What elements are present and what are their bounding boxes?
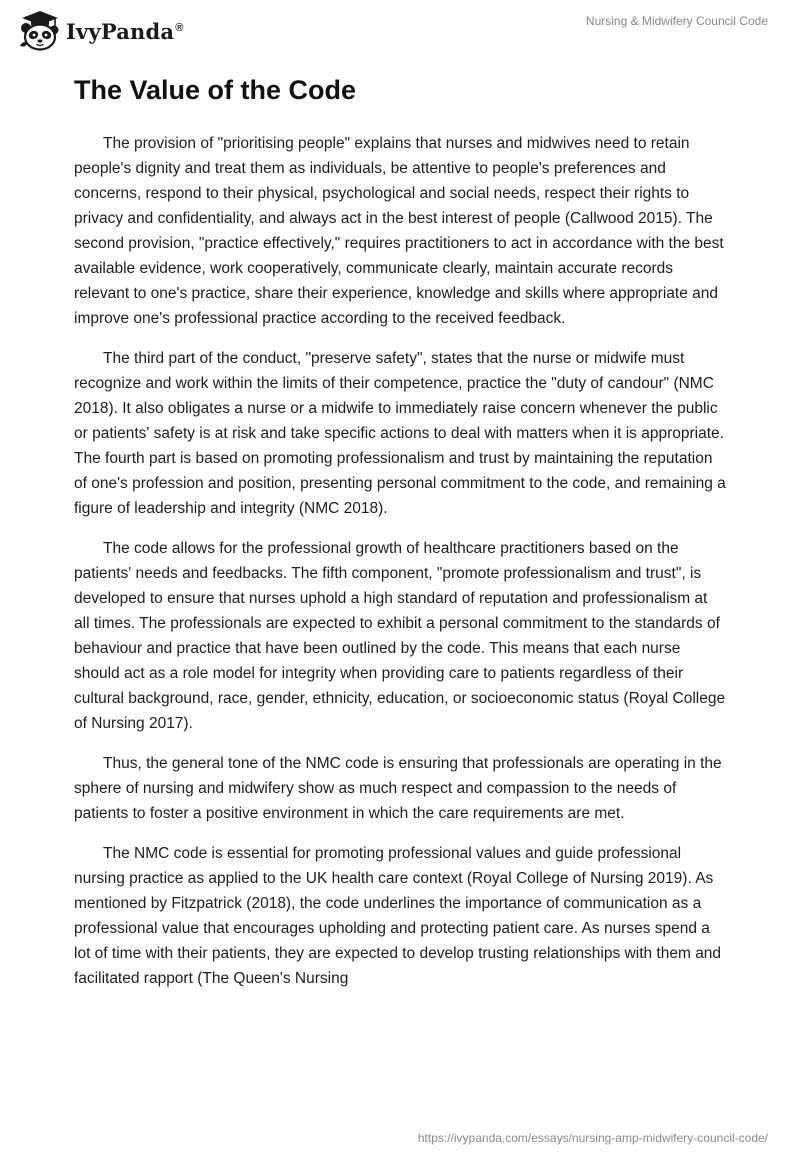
- essay-body: [74, 131, 726, 1006]
- paragraph: The code allows for the professional growth of healthcare practitioners based on the patients' needs and feedbacks. The fifth component, "promote professionalism and trust", is developed to ensure that nurses uphold a high standard of reputation and professionalism at all times. The professionals are expected to exhibit a personal commitment to the standards of behaviour and practice that have been outlined by the code. This means that each nurse should act as a role model for integrity when providing care to patients regardless of their cultural background, race, gender, ethnicity, education, or socioeconomic status (Royal College of Nursing 2017).: [74, 540, 726, 732]
- brand-name: IvyPanda®: [66, 18, 184, 44]
- page-title: The Value of the Code: [74, 75, 357, 105]
- document-title: Nursing & Midwifery Council Code: [585, 14, 768, 28]
- source-url-link[interactable]: https://ivypanda.com/essays/nursing-amp-midwifery-council-code/: [417, 1131, 768, 1145]
- page-header: [0, 0, 800, 60]
- brand-logo[interactable]: [18, 10, 184, 52]
- registered-mark: ®: [175, 21, 184, 34]
- paragraph: Thus, the general tone of the NMC code is ensuring that professionals are operating in the sphere of nursing and midwifery show as much respect and compassion to the needs of patients to foster a positive environment in which the care requirements are met.: [74, 755, 722, 822]
- paragraph: The provision of "prioritising people" explains that nurses and midwives need to retain people's dignity and treat them as individuals, be attentive to people's preferences and concerns, respond to their physical, psychological and social needs, respect their rights to privacy and confidentiality, and always act in the best interest of people (Callwood 2015). The second provision, "practice effectively," requires practitioners to act in accordance with the best available evidence, work cooperatively, communicate clearly, maintain accurate records relevant to one's practice, share their experience, knowledge and skills where appropriate and improve one's professional practice according to the received feedback.: [74, 135, 724, 327]
- paragraph: The third part of the conduct, "preserve safety", states that the nurse or midwife must recognize and work within the limits of their competence, practice the "duty of candour" (NMC 2018). It also obligates a nurse or a midwife to immediately raise concern whenever the public or patients' safety is at risk and take specific actions to deal with matters when it is appropriate. The fourth part is based on promoting professionalism and trust by maintaining the reputation of one's profession and position, presenting personal commitment to the code, and remaining a figure of leadership and integrity (NMC 2018).: [74, 350, 726, 517]
- panda-graduate-icon: [18, 10, 62, 52]
- paragraph: The NMC code is essential for promoting professional values and guide professional nursing practice as applied to the UK health care context (Royal College of Nursing 2019). As mentioned by Fitzpatrick (2018), the code underlines the importance of communication as a professional value that encourages upholding and protecting patient care. As nurses spend a lot of time with their patients, they are expected to develop trusting relationships with them and facilitated rapport (The Queen's Nursing: [74, 845, 722, 987]
